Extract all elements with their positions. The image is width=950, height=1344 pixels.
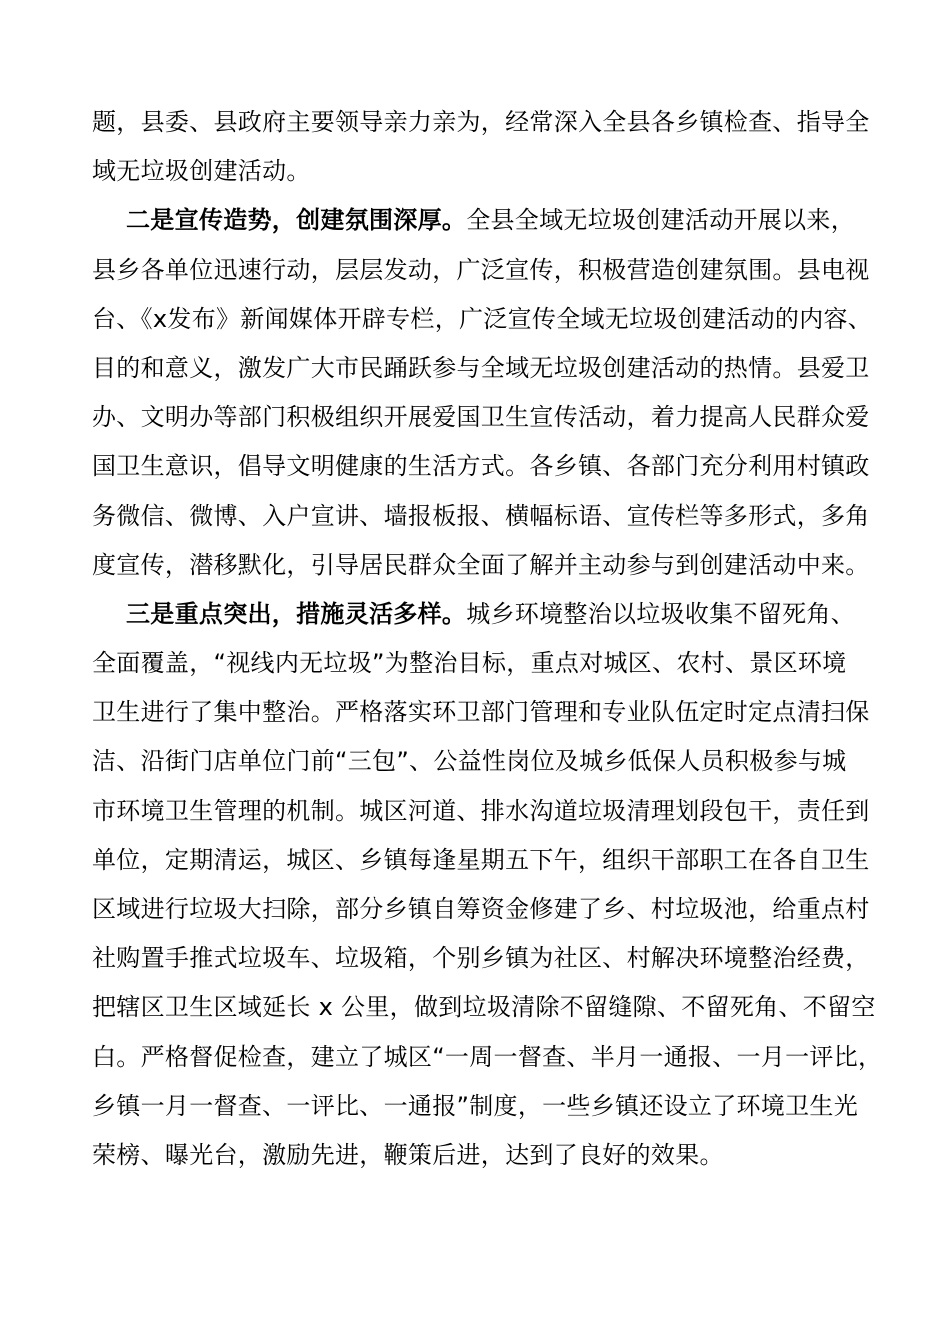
paragraph-line: 目的和意义，激发广大市民踊跃参与全域无垃圾创建活动的热情。县爱卫 — [92, 353, 870, 382]
paragraph-line: 全面覆盖，“视线内无垃圾”为整治目标，重点对城区、农村、景区环境 — [92, 649, 847, 678]
paragraph-line: 办、文明办等部门积极组织开展爱国卫生宣传活动，着力提高人民群众爱 — [92, 403, 870, 432]
paragraph-line: 把辖区卫生区域延长 x 公里，做到垃圾清除不留缝隙、不留死角、不留空 — [92, 993, 876, 1022]
document-body — [92, 98, 883, 1180]
paragraph-line: 县乡各单位迅速行动，层层发动，广泛宣传，积极营造创建氛围。县电视 — [92, 255, 870, 284]
paragraph-line: 域无垃圾创建活动。 — [92, 157, 311, 186]
paragraph-lead: 三是重点突出，措施灵活多样。 — [126, 599, 467, 628]
paragraph-lead: 二是宣传造势，创建氛围深厚。 — [126, 206, 467, 235]
paragraph-line: 度宣传，潜移默化，引导居民群众全面了解并主动参与到创建活动中来。 — [92, 550, 870, 579]
paragraph-line: 荣榜、曝光台，激励先进，鞭策后进，达到了良好的效果。 — [92, 1140, 724, 1169]
paragraph-text: 城乡环境整治以垃圾收集不留死角、 — [466, 599, 856, 628]
paragraph-line: 区域进行垃圾大扫除，部分乡镇自筹资金修建了乡、村垃圾池，给重点村 — [92, 895, 870, 923]
paragraph-first-line — [92, 590, 858, 639]
paragraph-line: 单位，定期清运，城区、乡镇每逢星期五下午，组织干部职工在各自卫生 — [92, 845, 870, 874]
paragraph-line: 国卫生意识，倡导文明健康的生活方式。各乡镇、各部门充分利用村镇政 — [92, 452, 870, 481]
paragraph-line: 务微信、微博、入户宣讲、墙报板报、横幅标语、宣传栏等多形式，多角 — [92, 501, 870, 530]
paragraph-text: 全县全域无垃圾创建活动开展以来， — [466, 206, 856, 235]
paragraph-line: 题，县委、县政府主要领导亲力亲为，经常深入全县各乡镇检查、指导全 — [92, 108, 870, 136]
paragraph-line: 白。严格督促检查，建立了城区“一周一督查、半月一通报、一月一评比， — [92, 1042, 883, 1071]
paragraph-first-line — [92, 196, 858, 245]
paragraph-line: 台、《x发布》新闻媒体开辟专栏，广泛宣传全域无垃圾创建活动的内容、 — [92, 304, 873, 333]
paragraph-line: 洁、沿街门店单位门前“三包”、公益性岗位及城乡低保人员积极参与城 — [92, 747, 847, 776]
paragraph-line: 乡镇一月一督查、一评比、一通报”制度，一些乡镇还设立了环境卫生光 — [92, 1091, 859, 1120]
paragraph-line: 社购置手推式垃圾车、垃圾箱，个别乡镇为社区、村解决环境整治经费， — [92, 944, 870, 973]
paragraph-line: 市环境卫生管理的机制。城区河道、排水沟道垃圾清理划段包干，责任到 — [92, 796, 870, 825]
paragraph-line: 卫生进行了集中整治。严格落实环卫部门管理和专业队伍定时定点清扫保 — [92, 698, 870, 727]
